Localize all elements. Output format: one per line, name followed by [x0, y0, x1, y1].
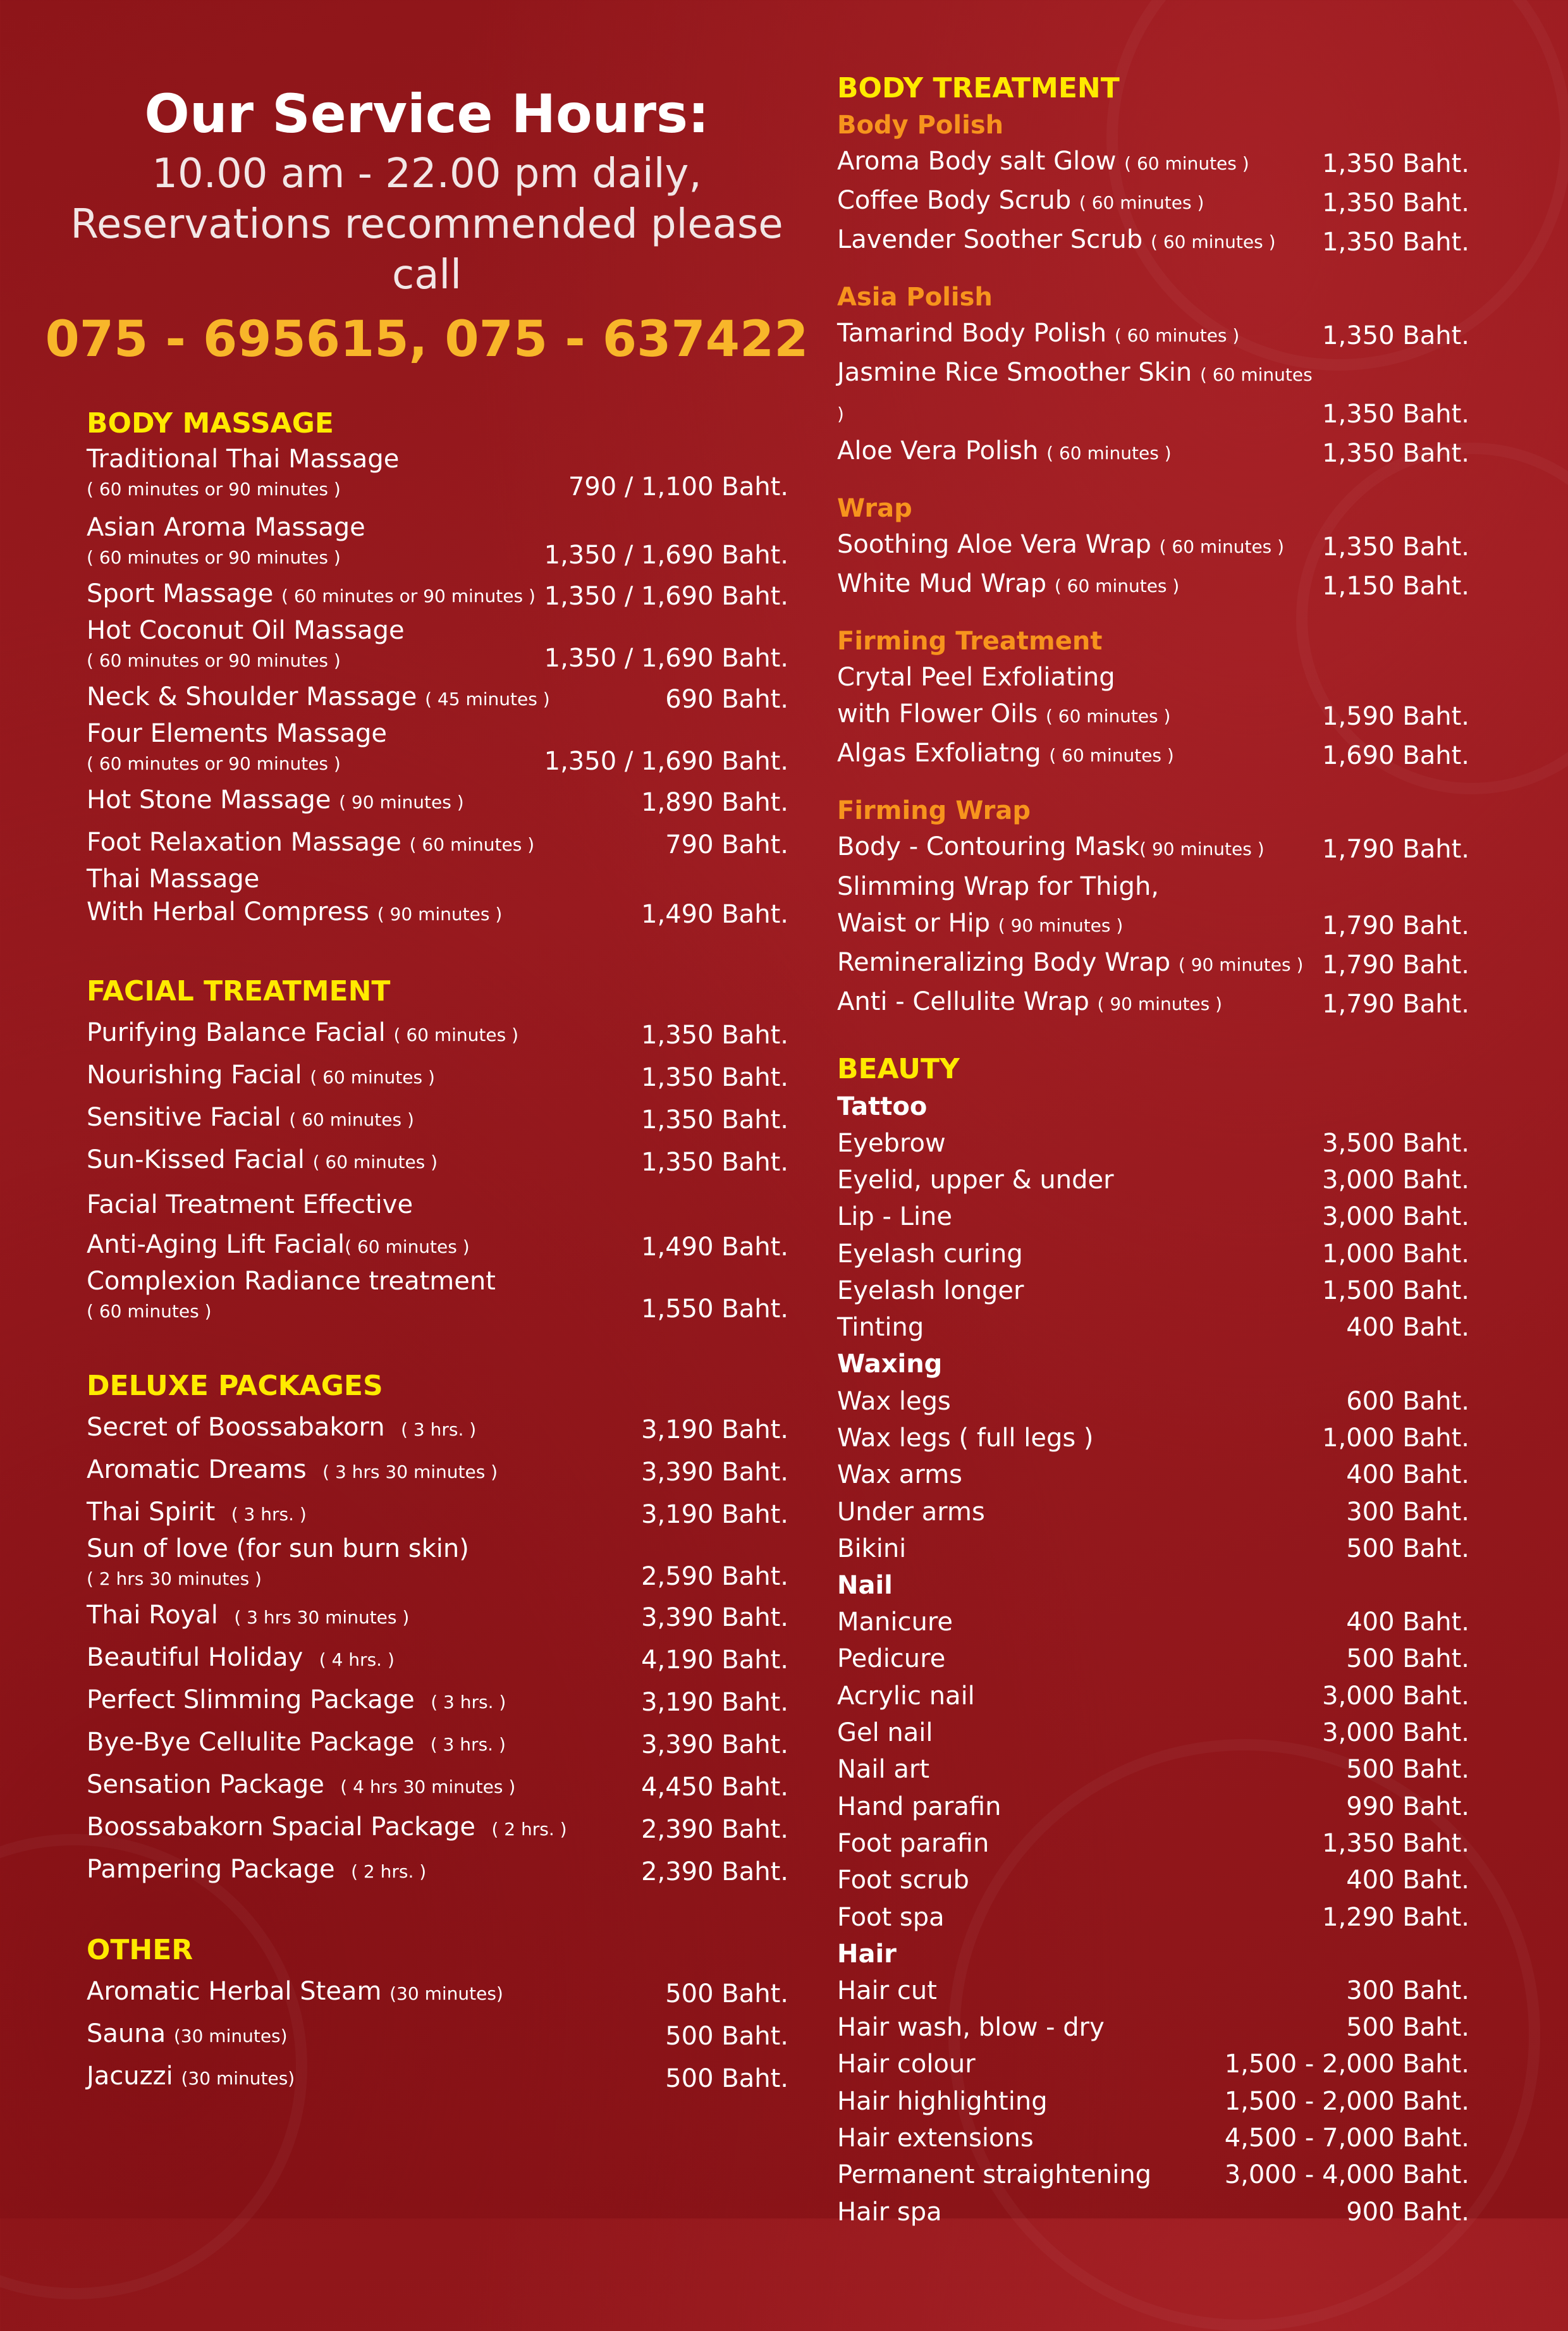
menu-item: Wax arms 400 Baht. [837, 1456, 1469, 1493]
menu-item: Hair spa 900 Baht. [837, 2193, 1469, 2230]
menu-item: Eyelash curing 1,000 Baht. [837, 1235, 1469, 1272]
menu-item: Boossabakorn Spacial Package ( 2 hrs. ) 2,390 Baht. [87, 1805, 788, 1847]
menu-item: Manicure 400 Baht. [837, 1604, 1469, 1640]
menu-item: Bye-Bye Cellulite Package ( 3 hrs. ) 3,390 Baht. [87, 1720, 788, 1762]
menu-item: Wax legs ( full legs ) 1,000 Baht. [837, 1420, 1469, 1456]
price: 1,500 - 2,000 Baht. [1224, 2050, 1469, 2079]
menu-item: with Flower Oils ( 60 minutes ) 1,590 Baht. [837, 696, 1469, 735]
menu-item: Under arms 300 Baht. [837, 1493, 1469, 1530]
service-hours-header [38, 79, 816, 375]
price: 900 Baht. [1346, 2197, 1469, 2227]
menu-item: Tinting 400 Baht. [837, 1309, 1469, 1346]
menu-item: Sun-Kissed Facial ( 60 minutes ) 1,350 Baht. [87, 1138, 788, 1180]
price: 300 Baht. [1346, 1497, 1469, 1527]
menu-item: Wax legs 600 Baht. [837, 1382, 1469, 1419]
price: 1,790 Baht. [1322, 989, 1469, 1019]
price: 1,350 Baht. [1322, 1828, 1469, 1858]
price: 1,590 Baht. [1322, 702, 1469, 732]
menu-item: Algas Exfoliatng ( 60 minutes ) 1,690 Baht. [837, 735, 1469, 774]
price: 4,500 - 7,000 Baht. [1224, 2124, 1469, 2153]
price: 500 Baht. [1346, 1534, 1469, 1563]
price: 3,000 Baht. [1322, 1166, 1469, 1195]
price: 3,390 Baht. [641, 1603, 788, 1632]
price: 1,350 Baht. [1322, 149, 1469, 178]
menu-item: Thai Massage With Herbal Compress ( 90 minutes ) 1,490 Baht. [87, 863, 788, 931]
price: 1,500 - 2,000 Baht. [1224, 2086, 1469, 2116]
price: 1,350 Baht. [641, 1021, 788, 1050]
price: 1,500 Baht. [1322, 1276, 1469, 1306]
right-column [837, 70, 1469, 2230]
reservations-text: Reservations recommended please call [70, 201, 783, 298]
price: 1,350 / 1,690 Baht. [544, 644, 788, 673]
menu-item: Permanent straightening 3,000 - 4,000 Baht. [837, 2156, 1469, 2193]
price: 3,000 Baht. [1322, 1718, 1469, 1748]
price: 3,000 Baht. [1322, 1681, 1469, 1711]
menu-item: Hair extensions 4,500 - 7,000 Baht. [837, 2120, 1469, 2156]
left-column [87, 405, 788, 2096]
price: 1,350 / 1,690 Baht. [544, 541, 788, 570]
price: 3,390 Baht. [641, 1458, 788, 1487]
menu-item: Gel nail 3,000 Baht. [837, 1714, 1469, 1751]
menu-item: Sensitive Facial ( 60 minutes ) 1,350 Baht. [87, 1095, 788, 1138]
menu-item: Aromatic Herbal Steam (30 minutes) 500 Baht. [87, 1969, 788, 2012]
menu-item: Sport Massage ( 60 minutes or 90 minutes ) 1,350 / 1,690 Baht. [87, 572, 788, 614]
price: 1,490 Baht. [641, 1233, 788, 1262]
menu-item: Traditional Thai Massage ( 60 minutes or 90 minutes ) 790 / 1,100 Baht. [87, 443, 788, 503]
price: 1,350 Baht. [1322, 188, 1469, 218]
price: 1,000 Baht. [1322, 1239, 1469, 1269]
service-hours-title: Our Service Hours: [144, 83, 709, 145]
subsection-title: Wrap [837, 494, 912, 523]
menu-item: Remineralizing Body Wrap ( 90 minutes ) 1,790 Baht. [837, 944, 1469, 983]
price: 2,590 Baht. [641, 1562, 788, 1591]
price: 1,790 Baht. [1322, 950, 1469, 980]
section-title-body-massage: BODY MASSAGE [87, 407, 334, 440]
price: 1,000 Baht. [1322, 1423, 1469, 1453]
menu-item: Nail art 500 Baht. [837, 1751, 1469, 1788]
menu-item: Slimming Wrap for Thigh, [837, 871, 1160, 901]
price: 1,790 Baht. [1322, 835, 1469, 864]
menu-item: Soothing Aloe Vera Wrap ( 60 minutes ) 1,350 Baht. [837, 526, 1469, 565]
price: 1,150 Baht. [1322, 572, 1469, 601]
menu-item: Asian Aroma Massage ( 60 minutes or 90 minutes ) 1,350 / 1,690 Baht. [87, 511, 788, 572]
price: 3,000 - 4,000 Baht. [1224, 2160, 1469, 2190]
menu-item: Hot Stone Massage ( 90 minutes ) 1,890 Baht. [87, 778, 788, 820]
menu-item: Beautiful Holiday ( 4 hrs. ) 4,190 Baht. [87, 1635, 788, 1678]
menu-item: Perfect Slimming Package ( 3 hrs. ) 3,190 Baht. [87, 1678, 788, 1720]
menu-item: Purifying Balance Facial ( 60 minutes ) 1,350 Baht. [87, 1011, 788, 1053]
price: 4,450 Baht. [641, 1773, 788, 1802]
price: 2,390 Baht. [641, 1857, 788, 1886]
menu-item: Hair wash, blow - dry 500 Baht. [837, 2009, 1469, 2046]
price: 3,190 Baht. [641, 1688, 788, 1717]
price: 1,890 Baht. [641, 788, 788, 817]
menu-item: Sauna (30 minutes) 500 Baht. [87, 2012, 788, 2054]
price: 500 Baht. [665, 1979, 788, 2008]
menu-item: Foot Relaxation Massage ( 60 minutes ) 790 Baht. [87, 820, 788, 863]
menu-item: Aloe Vera Polish ( 60 minutes ) 1,350 Baht. [837, 433, 1469, 472]
menu-item: Jacuzzi (30 minutes) 500 Baht. [87, 2054, 788, 2096]
price: 1,690 Baht. [1322, 741, 1469, 771]
menu-item: Eyebrow 3,500 Baht. [837, 1125, 1469, 1162]
menu-item: Hot Coconut Oil Massage ( 60 minutes or 90 minutes ) 1,350 / 1,690 Baht. [87, 614, 788, 675]
menu-item: White Mud Wrap ( 60 minutes ) 1,150 Baht. [837, 565, 1469, 605]
menu-item: Facial Treatment Effective [87, 1190, 413, 1219]
menu-item: Foot spa 1,290 Baht. [837, 1898, 1469, 1935]
menu-item: Anti - Cellulite Wrap ( 90 minutes ) 1,790 Baht. [837, 983, 1469, 1023]
price: 500 Baht. [1346, 2013, 1469, 2043]
price: 790 / 1,100 Baht. [568, 472, 788, 501]
section-title-other: OTHER [87, 1934, 193, 1966]
menu-item: Pampering Package ( 2 hrs. ) 2,390 Baht. [87, 1847, 788, 1890]
menu-item: Waist or Hip ( 90 minutes ) 1,790 Baht. [837, 905, 1469, 944]
subsection-title: Nail [837, 1570, 893, 1600]
price: 1,350 / 1,690 Baht. [544, 747, 788, 776]
subsection-title: Hair [837, 1939, 897, 1969]
menu-item: Lavender Soother Scrub ( 60 minutes ) 1,350 Baht. [837, 221, 1469, 261]
menu-item: Neck & Shoulder Massage ( 45 minutes ) 690 Baht. [87, 675, 788, 717]
price: 500 Baht. [1346, 1644, 1469, 1674]
price: 2,390 Baht. [641, 1815, 788, 1844]
menu-item: Eyelid, upper & under 3,000 Baht. [837, 1162, 1469, 1198]
menu-item: Hair colour 1,500 - 2,000 Baht. [837, 2046, 1469, 2082]
price: 3,500 Baht. [1322, 1128, 1469, 1158]
subsection-title: Body Polish [837, 111, 1004, 140]
price: 1,350 Baht. [641, 1063, 788, 1092]
menu-item: Aromatic Dreams ( 3 hrs 30 minutes ) 3,390 Baht. [87, 1448, 788, 1490]
menu-item: Acrylic nail 3,000 Baht. [837, 1677, 1469, 1714]
price: 3,390 Baht. [641, 1730, 788, 1759]
price: 3,190 Baht. [641, 1500, 788, 1529]
menu-item: Nourishing Facial ( 60 minutes ) 1,350 Baht. [87, 1053, 788, 1095]
menu-item: Anti-Aging Lift Facial( 60 minutes ) 1,490 Baht. [87, 1222, 788, 1265]
menu-item: Thai Spirit ( 3 hrs. ) 3,190 Baht. [87, 1490, 788, 1532]
price: 1,350 Baht. [1322, 400, 1469, 429]
price: 1,490 Baht. [641, 900, 788, 929]
price: 500 Baht. [1346, 1755, 1469, 1785]
price: 400 Baht. [1346, 1313, 1469, 1343]
price: 1,350 / 1,690 Baht. [544, 582, 788, 611]
subsection-title: Asia Polish [837, 283, 993, 312]
menu-item: Eyelash longer 1,500 Baht. [837, 1272, 1469, 1309]
price: 400 Baht. [1346, 1866, 1469, 1895]
menu-item: Hand parafin 990 Baht. [837, 1788, 1469, 1824]
menu-item: Sun of love (for sun burn skin) ( 2 hrs 30 minutes ) 2,590 Baht. [87, 1532, 788, 1593]
menu-item: Coffee Body Scrub ( 60 minutes ) 1,350 Baht. [837, 182, 1469, 221]
price: 4,190 Baht. [641, 1645, 788, 1675]
menu-item: Sensation Package ( 4 hrs 30 minutes ) 4,450 Baht. [87, 1762, 788, 1805]
subsection-title: Waxing [837, 1350, 943, 1379]
subsection-title: Tattoo [837, 1092, 928, 1121]
menu-item: Lip - Line 3,000 Baht. [837, 1198, 1469, 1235]
menu-item: Jasmine Rice Smoother Skin ( 60 minutes ) 1,350 Baht. [837, 354, 1469, 433]
price: 1,290 Baht. [1322, 1902, 1469, 1932]
price: 600 Baht. [1346, 1386, 1469, 1416]
price: 1,350 Baht. [1322, 532, 1469, 562]
price: 690 Baht. [665, 685, 788, 714]
price: 400 Baht. [1346, 1608, 1469, 1637]
subsection-title: Firming Treatment [837, 627, 1103, 656]
subsection-title: Firming Wrap [837, 796, 1031, 826]
price: 1,350 Baht. [1322, 439, 1469, 468]
section-title-deluxe: DELUXE PACKAGES [87, 1370, 383, 1402]
price: 1,350 Baht. [1322, 228, 1469, 257]
price: 1,550 Baht. [641, 1295, 788, 1324]
price: 1,350 Baht. [641, 1105, 788, 1135]
menu-item: Foot scrub 400 Baht. [837, 1862, 1469, 1898]
menu-item: Foot parafin 1,350 Baht. [837, 1825, 1469, 1862]
price: 1,350 Baht. [641, 1148, 788, 1177]
price: 1,350 Baht. [1322, 321, 1469, 350]
menu-item: Hair highlighting 1,500 - 2,000 Baht. [837, 2082, 1469, 2119]
menu-item: Bikini 500 Baht. [837, 1530, 1469, 1567]
menu-item: Four Elements Massage ( 60 minutes or 90 minutes ) 1,350 / 1,690 Baht. [87, 717, 788, 778]
menu-item: Complexion Radiance treatment ( 60 minutes ) 1,550 Baht. [87, 1265, 788, 1325]
menu-item: Pedicure 500 Baht. [837, 1640, 1469, 1677]
menu-item: Body - Contouring Mask( 90 minutes ) 1,790 Baht. [837, 828, 1469, 868]
section-title-facial: FACIAL TREATMENT [87, 975, 391, 1007]
price: 500 Baht. [665, 2064, 788, 2093]
price: 3,000 Baht. [1322, 1202, 1469, 1232]
menu-item: Secret of Boossabakorn ( 3 hrs. ) 3,190 Baht. [87, 1405, 788, 1448]
price: 990 Baht. [1346, 1792, 1469, 1821]
price: 790 Baht. [665, 830, 788, 859]
price: 400 Baht. [1346, 1460, 1469, 1490]
phone-numbers: 075 - 695615, 075 - 637422 [45, 311, 809, 368]
menu-item: Thai Royal ( 3 hrs 30 minutes ) 3,390 Baht. [87, 1593, 788, 1635]
price: 1,790 Baht. [1322, 911, 1469, 940]
section-title-body-treatment: BODY TREATMENT [837, 72, 1120, 104]
service-hours-text: 10.00 am - 22.00 pm daily, [152, 151, 702, 197]
price: 500 Baht. [665, 2022, 788, 2051]
menu-item: Tamarind Body Polish ( 60 minutes ) 1,350 Baht. [837, 315, 1469, 354]
menu-item: Aroma Body salt Glow ( 60 minutes ) 1,350 Baht. [837, 143, 1469, 182]
price: 3,190 Baht. [641, 1415, 788, 1444]
menu-item: Hair cut 300 Baht. [837, 1972, 1469, 2009]
menu-item: Crytal Peel Exfoliating [837, 663, 1115, 692]
price: 300 Baht. [1346, 1976, 1469, 2005]
section-title-beauty: BEAUTY [837, 1052, 960, 1085]
